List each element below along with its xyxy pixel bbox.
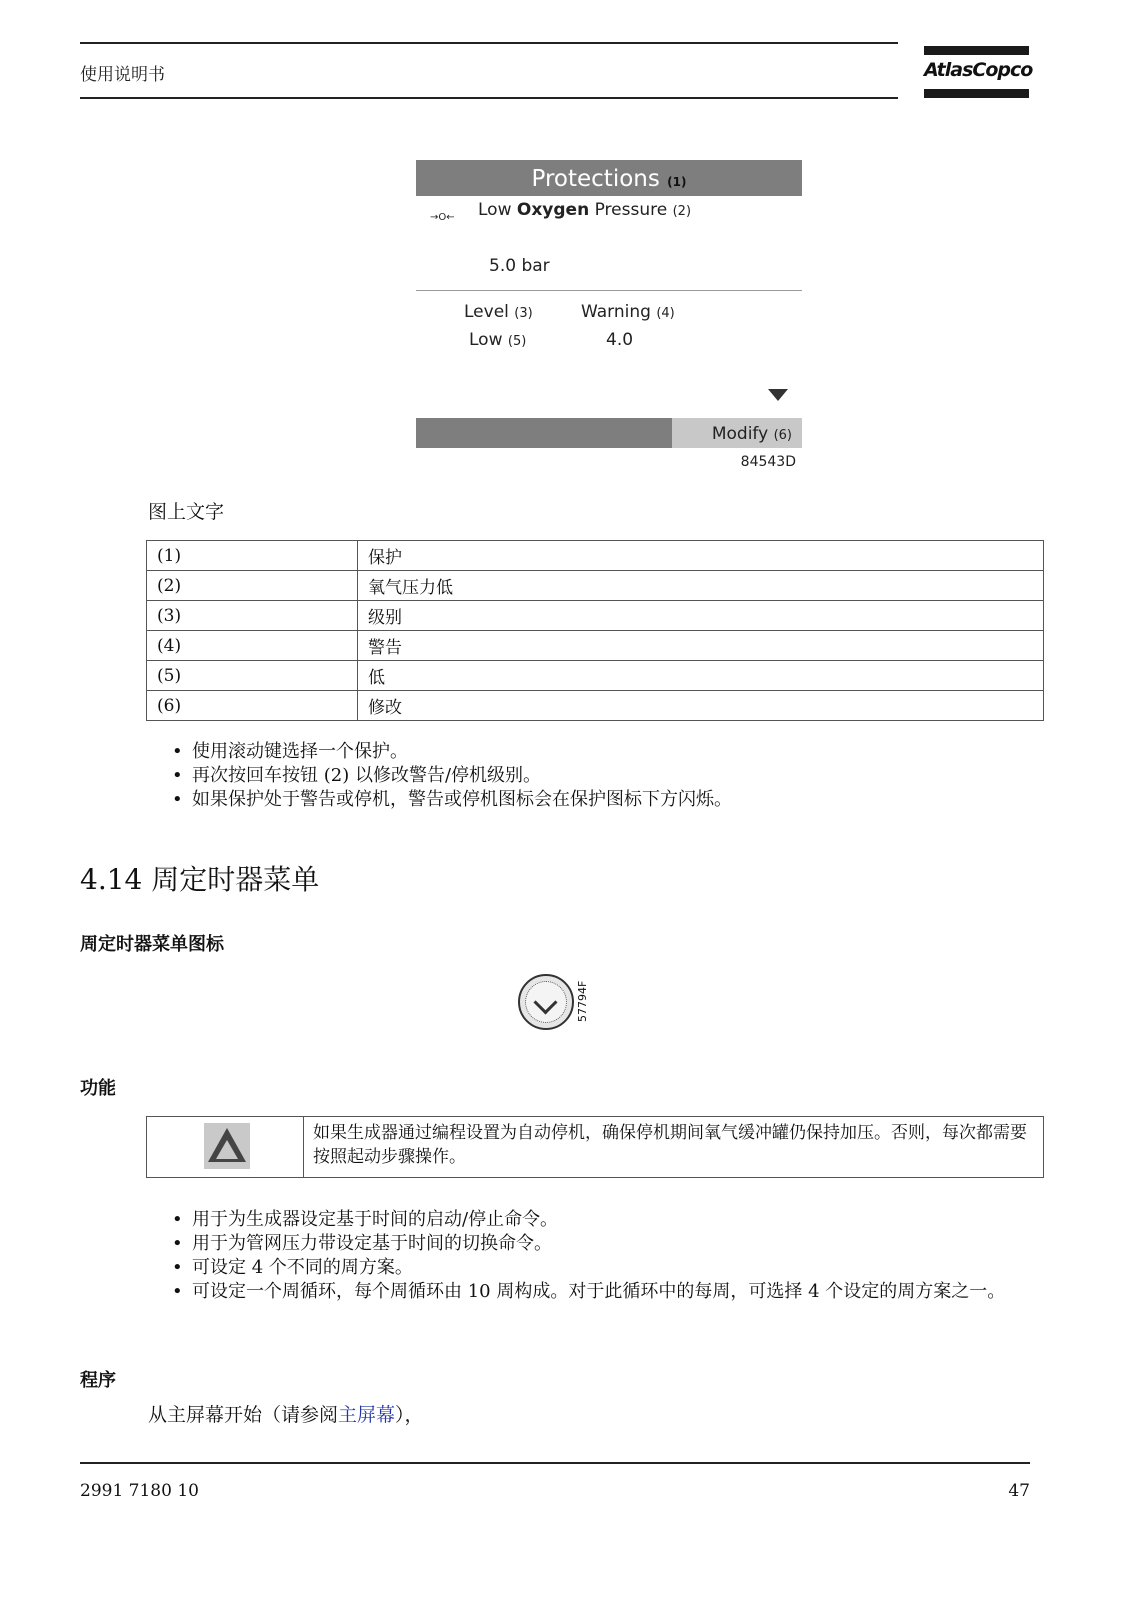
protection-name-part1: Low <box>478 200 512 220</box>
logo-text: AtlasCopco <box>924 59 1033 81</box>
procedure-text <box>148 1400 424 1427</box>
warning-icon-cell <box>147 1117 304 1177</box>
table-row <box>147 541 1044 571</box>
instruction-list <box>170 740 1030 812</box>
table-row <box>147 661 1044 691</box>
header-rule-bottom <box>80 97 898 99</box>
warning-value: 4.0 <box>606 330 634 350</box>
legend-text: 保护 <box>358 541 1044 571</box>
legend-num: (6) <box>147 691 358 721</box>
warning-text: 如果生成器通过编程设置为自动停机，确保停机期间氧气缓冲罐仍保持加压。否则，每次都需要按照起动步骤操作。 <box>313 1123 1027 1167</box>
figure-caption: 图上文字 <box>148 501 225 523</box>
list-item: • 用于为管网压力带设定基于时间的切换命令。 <box>170 1232 1030 1256</box>
scroll-down-arrow-icon <box>768 389 788 401</box>
legend-num: (5) <box>147 661 358 691</box>
list-item: • 如果保护处于警告或停机，警告或停机图标会在保护图标下方闪烁。 <box>170 788 1030 812</box>
protection-name-part3: Pressure <box>594 200 668 220</box>
header-rule-top <box>80 42 898 44</box>
header-title: 使用说明书 <box>80 65 165 85</box>
section-title: 4.14 周定时器菜单 <box>80 863 320 896</box>
pressure-value: 5.0 bar <box>489 256 550 276</box>
list-item: • 再次按回车按钮 (2) 以修改警告/停机级别。 <box>170 764 1030 788</box>
week-timer-icon <box>518 974 574 1030</box>
triangle-inner <box>216 1140 238 1159</box>
modify-label: Modify <box>711 424 769 444</box>
screen-bottom-bar <box>416 418 672 448</box>
logo-bar-bottom <box>924 89 1029 98</box>
legend-text: 修改 <box>358 691 1044 721</box>
level-value-text: Low <box>469 330 503 350</box>
level-header <box>464 302 533 322</box>
level-label: Level <box>464 302 509 322</box>
legend-table <box>146 540 1044 721</box>
main-screen-link[interactable]: 主屏幕 <box>338 1404 396 1426</box>
warning-label-num: (4) <box>656 306 675 321</box>
legend-text: 级别 <box>358 601 1044 631</box>
screen-title-bar <box>416 160 802 196</box>
screen-title: Protections <box>531 166 660 192</box>
icon-code: 57794F <box>576 980 589 1022</box>
table-row <box>147 601 1044 631</box>
modify-num: (6) <box>773 428 792 443</box>
atlas-copco-logo <box>924 46 1033 98</box>
subheading-function: 功能 <box>80 1078 116 1099</box>
oxygen-pressure-icon: →O← <box>430 212 455 223</box>
legend-text: 低 <box>358 661 1044 691</box>
warning-header <box>581 302 675 322</box>
table-row <box>147 571 1044 601</box>
procedure-suffix: ）， <box>395 1404 424 1426</box>
function-list <box>170 1208 1030 1304</box>
figure-code: 84543D <box>740 454 796 470</box>
list-item: • 用于为生成器设定基于时间的启动/停止命令。 <box>170 1208 1030 1232</box>
legend-num: (4) <box>147 631 358 661</box>
warning-notice <box>146 1116 1044 1178</box>
screen-title-num: (1) <box>667 175 687 189</box>
legend-num: (2) <box>147 571 358 601</box>
warning-label: Warning <box>581 302 651 322</box>
level-label-num: (3) <box>514 306 533 321</box>
screen-separator <box>416 290 802 291</box>
protection-name-num: (2) <box>672 204 692 219</box>
subheading-icon: 周定时器菜单图标 <box>80 934 224 955</box>
table-row <box>147 631 1044 661</box>
legend-text: 氧气压力低 <box>358 571 1044 601</box>
procedure-prefix: 从主屏幕开始（请参阅 <box>148 1404 339 1426</box>
level-value <box>469 330 526 350</box>
protection-name-part2: Oxygen <box>516 200 590 220</box>
legend-num: (3) <box>147 601 358 631</box>
list-item: • 使用滚动键选择一个保护。 <box>170 740 1030 764</box>
list-item: • 可设定一个周循环，每个周循环由 10 周构成。对于此循环中的每周，可选择 4 个设定的周方案之一。 <box>170 1280 1030 1304</box>
table-row <box>147 691 1044 721</box>
warning-triangle-icon <box>204 1123 250 1169</box>
level-value-num: (5) <box>507 334 527 349</box>
list-item: • 可设定 4 个不同的周方案。 <box>170 1256 1030 1280</box>
protection-name <box>478 200 691 220</box>
legend-text: 警告 <box>358 631 1044 661</box>
modify-button <box>672 418 802 448</box>
logo-bar-top <box>924 46 1029 55</box>
page-number: 47 <box>1008 1481 1030 1501</box>
subheading-procedure: 程序 <box>80 1370 116 1391</box>
legend-num: (1) <box>147 541 358 571</box>
controller-screen-figure <box>416 160 802 450</box>
footer-rule <box>80 1462 1030 1464</box>
document-code: 2991 7180 10 <box>80 1481 199 1501</box>
